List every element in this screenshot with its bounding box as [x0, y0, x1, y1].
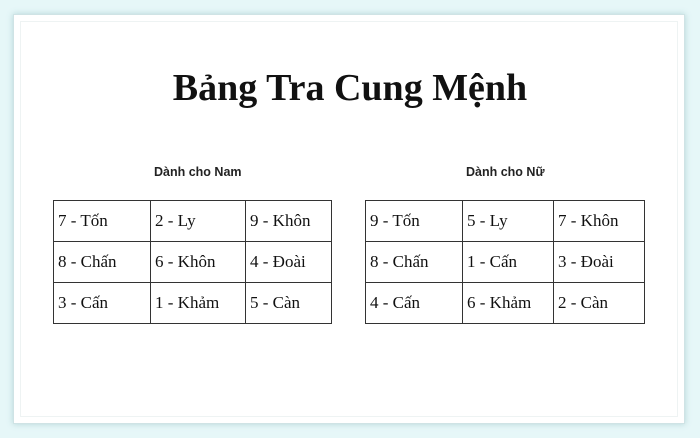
page-title: Bảng Tra Cung Mệnh: [172, 67, 528, 109]
table-row: [54, 283, 332, 324]
table-cell: 3 - Cấn: [54, 283, 151, 324]
table-cell: 6 - Khảm: [463, 283, 554, 324]
table-row: [54, 201, 332, 242]
table-cell: 1 - Cấn: [463, 242, 554, 283]
table-cell: 7 - Khôn: [554, 201, 645, 242]
male-table: [53, 200, 332, 324]
table-row: [54, 242, 332, 283]
table-row: [366, 283, 645, 324]
female-table-label: Dành cho Nữ: [466, 165, 545, 179]
table-cell: 5 - Càn: [246, 283, 332, 324]
table-row: [366, 242, 645, 283]
table-cell: 3 - Đoài: [554, 242, 645, 283]
table-cell: 9 - Khôn: [246, 201, 332, 242]
male-table-label: Dành cho Nam: [154, 165, 242, 179]
table-cell: 5 - Ly: [463, 201, 554, 242]
table-row: [366, 201, 645, 242]
table-cell: 4 - Đoài: [246, 242, 332, 283]
table-cell: 2 - Ly: [151, 201, 246, 242]
table-cell: 9 - Tốn: [366, 201, 463, 242]
table-cell: 7 - Tốn: [54, 201, 151, 242]
table-cell: 8 - Chấn: [54, 242, 151, 283]
female-table: [365, 200, 645, 324]
table-cell: 2 - Càn: [554, 283, 645, 324]
table-cell: 8 - Chấn: [366, 242, 463, 283]
table-cell: 4 - Cấn: [366, 283, 463, 324]
table-cell: 6 - Khôn: [151, 242, 246, 283]
table-cell: 1 - Khảm: [151, 283, 246, 324]
